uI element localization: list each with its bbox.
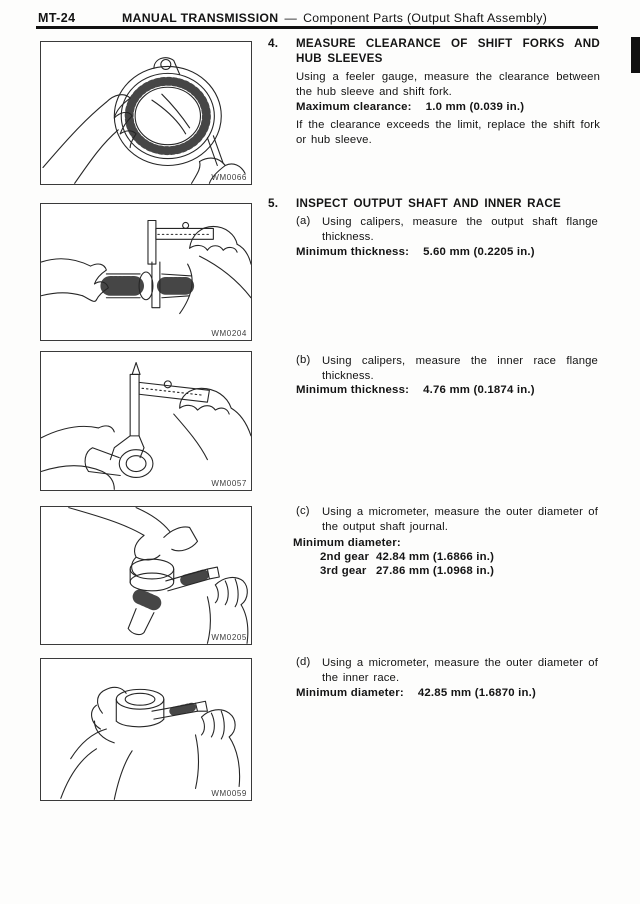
substep-d-text: Using a micrometer, measure the outer diameter of the inner race. [322, 657, 598, 684]
gear-value: 42.84 mm (1.6866 in.) [376, 551, 495, 563]
spec-label: Maximum clearance: [296, 101, 412, 113]
step-4-body: Using a feeler gauge, measure the clearance between the hub sleeve and shift fork. [296, 71, 600, 98]
caliper-shaft-illustration [41, 204, 251, 340]
substep-c-text: Using a micrometer, measure the outer diameter of the output shaft journal. [322, 506, 598, 533]
spec-value: 42.85 mm (1.6870 in.) [417, 687, 537, 699]
gear-label: 2nd gear [320, 551, 370, 563]
spec-value: 5.60 mm (0.2205 in.) [423, 246, 535, 258]
header-separator: — [284, 11, 298, 25]
gear-value: 27.86 mm (1.0968 in.) [376, 565, 495, 577]
spec-label: Minimum thickness: [296, 384, 410, 396]
header-rule [36, 26, 598, 29]
substep-b-text: Using calipers, measure the inner race flange thickness. [322, 355, 598, 382]
section-title: MANUAL TRANSMISSION [122, 11, 279, 25]
figure-box-hub-sleeve [40, 41, 252, 185]
spec-row-3rd-gear [320, 565, 494, 577]
substep-a-text: Using calipers, measure the output shaft flange thickness. [322, 216, 598, 243]
step-4-note: If the clearance exceeds the limit, replace the shift fork or hub sleeve. [296, 119, 600, 146]
figure-label: WM0057 [211, 479, 247, 488]
substep-b-letter: (b) [296, 354, 311, 366]
step-5-title: INSPECT OUTPUT SHAFT AND INNER RACE [296, 197, 562, 210]
caliper-race-illustration [41, 352, 251, 490]
micrometer-race-illustration [41, 659, 251, 800]
step-4-title: MEASURE CLEARANCE OF SHIFT FORKS AND HUB SLEEVES [296, 37, 600, 65]
substep-c-spec-label: Minimum diameter: [293, 537, 401, 549]
substep-c-letter: (c) [296, 505, 310, 517]
figure-label: WM0066 [211, 173, 247, 182]
substep-d-letter: (d) [296, 656, 311, 668]
figure-box-inner-race-flange [40, 351, 252, 491]
substep-d-spec [296, 687, 536, 699]
figure-label: WM0204 [211, 329, 247, 338]
step-5-number: 5. [268, 196, 279, 210]
step-4-spec [296, 101, 524, 113]
gear-label: 3rd gear [320, 565, 367, 577]
substep-b-spec [296, 384, 535, 396]
spec-label: Minimum diameter: [296, 687, 404, 699]
figure-box-inner-race [40, 658, 252, 801]
spec-label: Minimum thickness: [296, 246, 410, 258]
figure-label: WM0059 [211, 789, 247, 798]
hub-sleeve-illustration [41, 42, 251, 184]
figure-label: WM0205 [211, 633, 247, 642]
page-code: MT-24 [38, 11, 76, 25]
figure-box-shaft-flange [40, 203, 252, 341]
figure-box-shaft-journal [40, 506, 252, 645]
substep-a-letter: (a) [296, 215, 311, 227]
spec-value: 1.0 mm (0.039 in.) [425, 101, 525, 113]
page-header [122, 11, 547, 25]
spec-value: 4.76 mm (0.1874 in.) [423, 384, 535, 396]
micrometer-shaft-illustration [41, 507, 251, 644]
step-4-number: 4. [268, 36, 279, 50]
substep-a-spec [296, 246, 535, 258]
section-subtitle: Component Parts (Output Shaft Assembly) [303, 11, 548, 25]
section-thumb-tab [631, 37, 640, 73]
spec-row-2nd-gear [320, 551, 494, 563]
